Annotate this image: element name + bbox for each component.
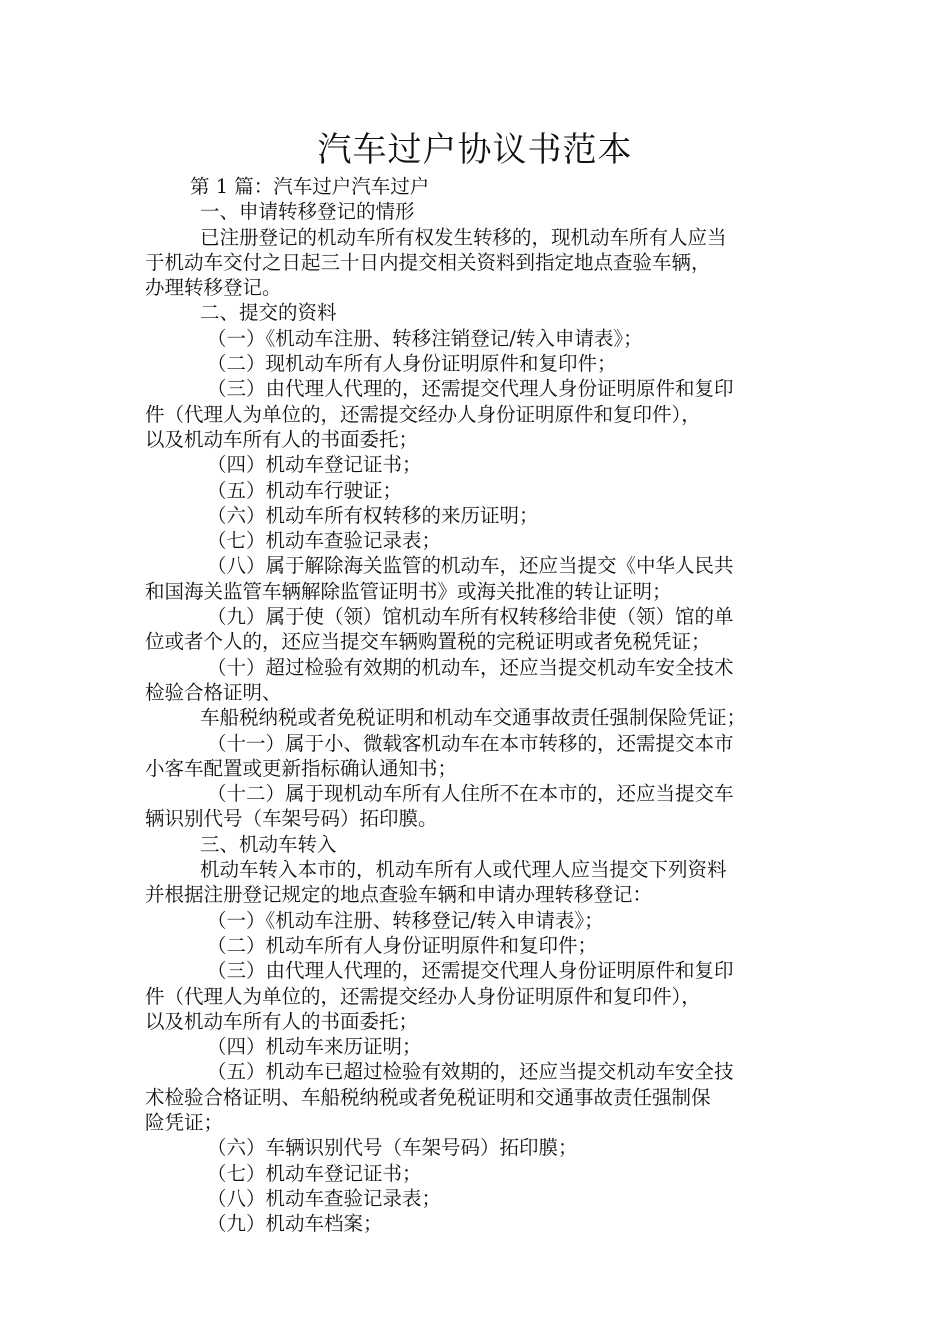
list-item: （九）属于使（领）馆机动车所有权转移给非使（领）馆的单 bbox=[207, 605, 734, 629]
section-heading: 二、提交的资料 bbox=[200, 301, 337, 325]
section-heading: 一、申请转移登记的情形 bbox=[200, 200, 415, 224]
list-item: （六）车辆识别代号（车架号码）拓印膜； bbox=[207, 1136, 578, 1160]
list-item: （四）机动车登记证书； bbox=[207, 453, 422, 477]
document-title: 汽车过户协议书范本 bbox=[317, 130, 633, 170]
list-item: （三）由代理人代理的，还需提交代理人身份证明原件和复印 bbox=[207, 959, 734, 983]
list-item: （六）机动车所有权转移的来历证明； bbox=[207, 503, 539, 527]
list-item: （十）超过检验有效期的机动车，还应当提交机动车安全技术 bbox=[207, 655, 734, 679]
list-item-continuation: 以及机动车所有人的书面委托； bbox=[145, 427, 419, 451]
list-item: （七）机动车登记证书； bbox=[207, 1161, 422, 1185]
list-item-continuation: 位或者个人的，还应当提交车辆购置税的完税证明或者免税凭证； bbox=[145, 630, 711, 654]
list-item-continuation: 辆识别代号（车架号码）拓印膜。 bbox=[145, 807, 438, 831]
list-item-continuation: 和国海关监管车辆解除监管证明书》或海关批准的转让证明； bbox=[145, 579, 672, 603]
list-item: （一）《机动车注册、转移登记/转入申请表》； bbox=[207, 908, 604, 932]
list-item-continuation: 件（代理人为单位的，还需提交经办人身份证明原件和复印件）， bbox=[145, 984, 701, 1008]
list-item-continuation: 险凭证； bbox=[145, 1110, 224, 1134]
list-item: （八）属于解除海关监管的机动车，还应当提交《中华人民共 bbox=[207, 554, 734, 578]
document-line: 第 1 篇：汽车过户汽车过户 bbox=[190, 175, 430, 198]
section-heading: 三、机动车转入 bbox=[200, 832, 337, 856]
list-item: （二）现机动车所有人身份证明原件和复印件； bbox=[207, 352, 617, 376]
list-item: （五）机动车行驶证； bbox=[207, 478, 403, 502]
list-item-continuation: 检验合格证明、 bbox=[145, 680, 282, 704]
list-item-continuation: 小客车配置或更新指标确认通知书； bbox=[145, 756, 458, 780]
list-item: （五）机动车已超过检验有效期的，还应当提交机动车安全技 bbox=[207, 1060, 734, 1084]
list-item-continuation: 术检验合格证明、车船税纳税或者免税证明和交通事故责任强制保 bbox=[145, 1085, 711, 1109]
paragraph-line: 办理转移登记。 bbox=[145, 276, 282, 300]
paragraph-line: 于机动车交付之日起三十日内提交相关资料到指定地点查验车辆， bbox=[145, 250, 711, 274]
list-item: （四）机动车来历证明； bbox=[207, 1035, 422, 1059]
list-item: （八）机动车查验记录表； bbox=[207, 1186, 442, 1210]
list-item: （十一）属于小、微载客机动车在本市转移的，还需提交本市 bbox=[207, 731, 734, 755]
list-item: （一）《机动车注册、转移注销登记/转入申请表》； bbox=[207, 326, 643, 350]
document-body bbox=[145, 174, 811, 1236]
paragraph-line: 机动车转入本市的，机动车所有人或代理人应当提交下列资料 bbox=[200, 858, 727, 882]
list-item: （九）机动车档案； bbox=[207, 1212, 383, 1236]
list-item: （十二）属于现机动车所有人住所不在本市的，还应当提交车 bbox=[207, 782, 734, 806]
list-item-continuation: 以及机动车所有人的书面委托； bbox=[145, 1009, 419, 1033]
list-item: （七）机动车查验记录表； bbox=[207, 529, 442, 553]
list-item: （三）由代理人代理的，还需提交代理人身份证明原件和复印 bbox=[207, 377, 734, 401]
list-item: （二）机动车所有人身份证明原件和复印件； bbox=[207, 933, 598, 957]
paragraph-line: 并根据注册登记规定的地点查验车辆和申请办理转移登记： bbox=[145, 883, 653, 907]
paragraph-line: 已注册登记的机动车所有权发生转移的，现机动车所有人应当 bbox=[200, 225, 727, 249]
list-item-continuation: 车船税纳税或者免税证明和机动车交通事故责任强制保险凭证； bbox=[200, 706, 747, 730]
list-item-continuation: 件（代理人为单位的，还需提交经办人身份证明原件和复印件）， bbox=[145, 402, 701, 426]
